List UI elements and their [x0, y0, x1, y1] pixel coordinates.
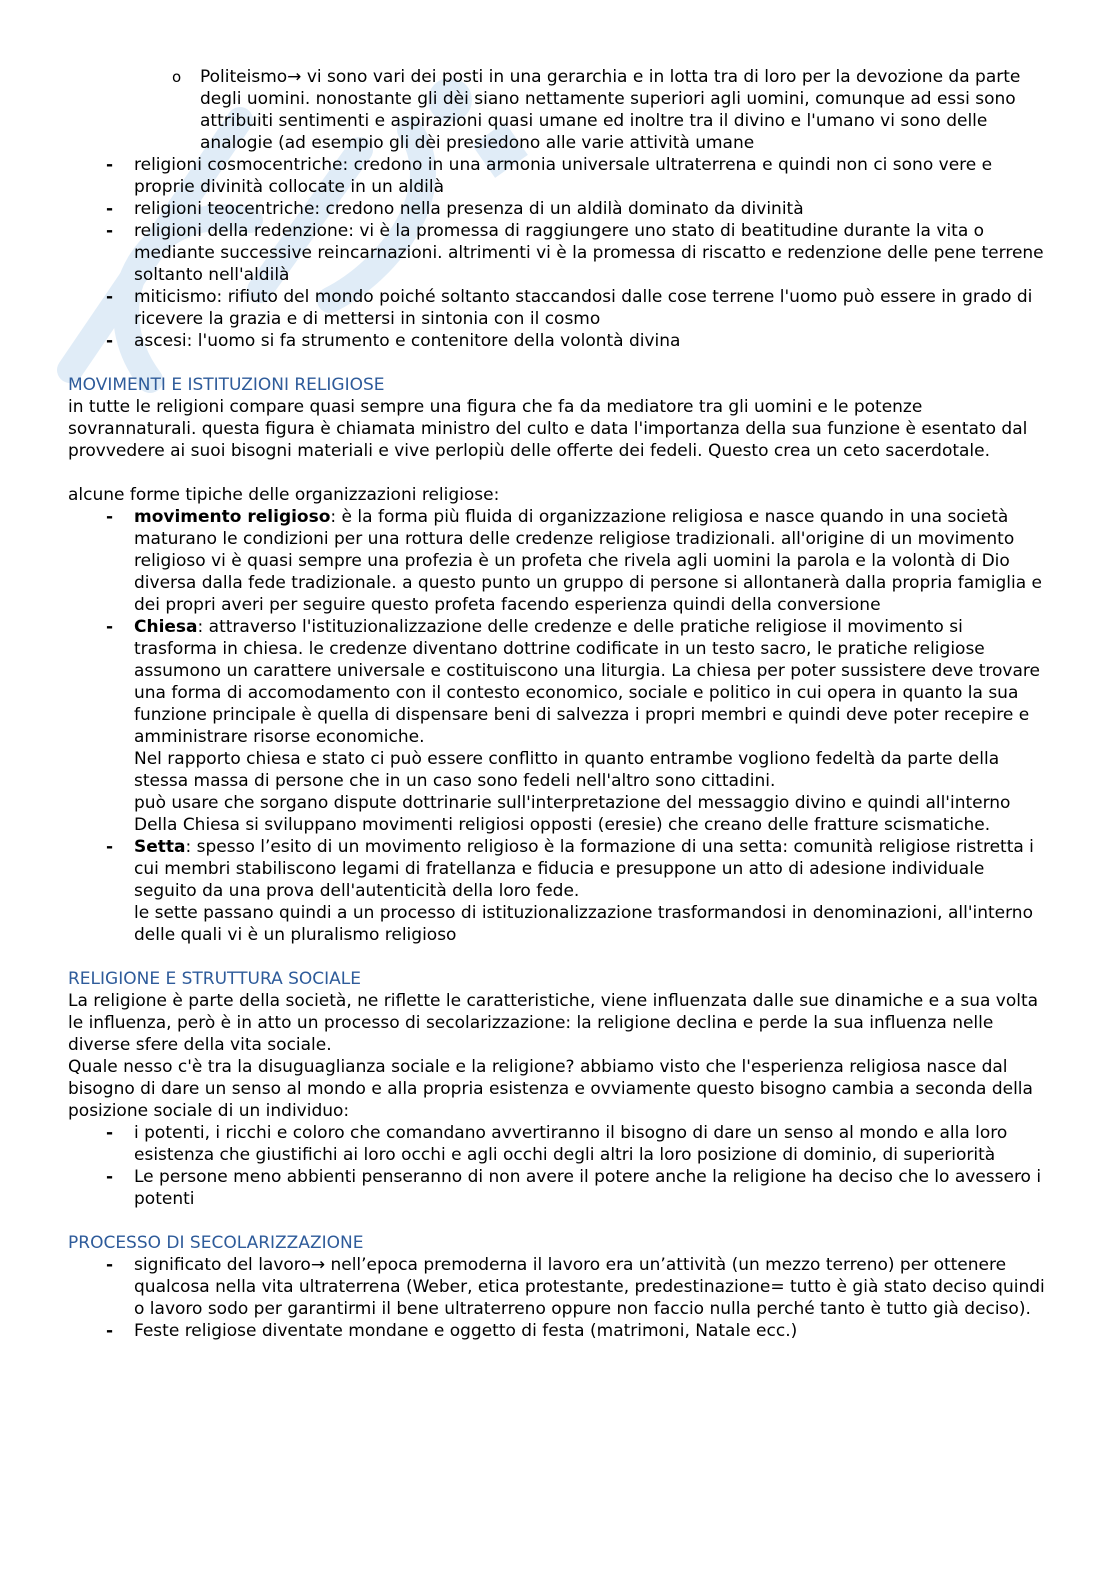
section-heading-movimenti: MOVIMENTI E ISTITUZIONI RELIGIOSE — [68, 375, 385, 395]
dash-bullet: - — [106, 617, 114, 637]
item-text: nell’epoca premoderna il lavoro era un’attività (un mezzo terreno) per ottenere qualcosa nella vita ultraterrena (Weber, etica protestante, predestinazione= tutto è già stato deciso quindi o lavoro sodo per garantirmi il bene ultraterreno oppure non faccio nulla perché tanto è tutto già deciso). — [134, 1255, 1045, 1319]
list-item — [68, 1166, 1048, 1210]
item-term: significato del lavoro — [134, 1255, 311, 1275]
item-term: Politeismo — [200, 67, 288, 87]
dash-bullet: - — [106, 155, 114, 175]
item-text: religioni cosmocentriche: credono in una armonia universale ultraterrena e quindi non ci sono vere e proprie divinità collocate in un aldilà — [134, 155, 993, 197]
item-term: movimento religioso — [134, 507, 331, 527]
item-term: Chiesa — [134, 617, 198, 637]
list-item — [68, 154, 1048, 198]
dash-bullet: - — [106, 1321, 114, 1341]
section-paragraph: in tutte le religioni compare quasi sempre una figura che fa da mediatore tra gli uomini e le potenze sovrannaturali. questa figura è chiamata ministro del culto e data l'importanza della sua funzione è esentato dal provvedere ai suoi bisogni materiali e vive perlopiù delle offerte dei fedeli. Questo crea un ceto sacerdotale. — [68, 397, 1028, 461]
section-paragraph: Quale nesso c'è tra la disuguaglianza sociale e la religione? abbiamo visto che l'esperienza religiosa nasce dal bisogno di dare un senso al mondo e alla propria esistenza e ovviamente questo bisogno cambia a seconda della posizione sociale di un individuo: — [68, 1057, 1033, 1121]
item-extra: può usare che sorgano dispute dottrinarie sull'interpretazione del messaggio divino e quindi all'interno Della Chiesa si sviluppano movimenti religiosi opposti (eresie) che creano delle fratture scismatiche. — [134, 793, 1011, 835]
item-extra: le sette passano quindi a un processo di istituzionalizzazione trasformandosi in denominazioni, all'interno delle quali vi è un pluralismo religioso — [134, 903, 1033, 945]
item-text: religioni teocentriche: credono nella presenza di un aldilà dominato da divinità — [134, 199, 804, 219]
arrow-right-icon: → — [287, 67, 302, 87]
dash-bullet: - — [106, 221, 114, 241]
item-text: miticismo: rifiuto del mondo poiché soltanto staccandosi dalle cose terrene l'uomo può essere in grado di ricevere la grazia e di mettersi in sintonia con il cosmo — [134, 287, 1033, 329]
list-intro: alcune forme tipiche delle organizzazioni religiose: — [68, 485, 500, 505]
circle-bullet: o — [172, 68, 182, 86]
item-text: : è la forma più fluida di organizzazione religiosa e nasce quando in una società maturano le condizioni per una rottura delle credenze religiose tradizionali. all'origine di un movimento religioso vi è quasi sempre una profezia è un profeta che rivela agli uomini la parola e la volontà di Dio diversa dalla fede tradizionale. a questo punto un gruppo di persone si allontanerà dalla propria famiglia e dei propri averi per seguire questo profeta facendo esperienza quindi della conversione — [134, 507, 1042, 615]
dash-bullet: - — [106, 287, 114, 307]
list-item-feste — [68, 1320, 1048, 1342]
list-item — [68, 330, 1048, 352]
document-page — [68, 66, 1048, 1342]
list-item-setta — [68, 836, 1048, 946]
list-item-chiesa — [68, 616, 1048, 836]
list-item — [68, 286, 1048, 330]
section-heading-secolarizzazione: PROCESSO DI SECOLARIZZAZIONE — [68, 1233, 364, 1253]
item-text: religioni della redenzione: vi è la promessa di raggiungere uno stato di beatitudine durante la vita o mediante successive reincarnazioni. altrimenti vi è la promessa di riscatto e redenzione delle pene terrene soltanto nell'aldilà — [134, 221, 1044, 285]
item-text: : spesso l’esito di un movimento religioso è la formazione di una setta: comunità religiose ristretta i cui membri stabiliscono legami di fratellanza e fiducia e presuppone un atto di adesione individuale seguito da una prova dell'autenticità della loro fede. — [134, 837, 1034, 901]
dash-bullet: - — [106, 1255, 114, 1275]
dash-bullet: - — [106, 837, 114, 857]
list-item — [68, 1122, 1048, 1166]
dash-bullet: - — [106, 199, 114, 219]
dash-bullet: - — [106, 331, 114, 351]
item-text: i potenti, i ricchi e coloro che comandano avvertiranno il bisogno di dare un senso al mondo e alla loro esistenza che giustifichi ai loro occhi e agli occhi degli altri la loro posizione di dominio, di superiorità — [134, 1123, 1008, 1165]
dash-bullet: - — [106, 1167, 114, 1187]
section-paragraph: La religione è parte della società, ne riflette le caratteristiche, viene influenzata dalle sue dinamiche e a sua volta le influenza, però è in atto un processo di secolarizzazione: la religione declina e perde la sua influenza nelle diverse sfere della vita sociale. — [68, 991, 1039, 1055]
list-item-lavoro — [68, 1254, 1048, 1320]
list-item-movimento — [68, 506, 1048, 616]
arrow-right-icon: → — [310, 1255, 326, 1275]
item-text: Le persone meno abbienti penseranno di non avere il potere anche la religione ha deciso che lo avessero i potenti — [134, 1167, 1042, 1209]
item-text: ascesi: l'uomo si fa strumento e contenitore della volontà divina — [134, 331, 681, 351]
item-text: : attraverso l'istituzionalizzazione delle credenze e delle pratiche religiose il movimento si trasforma in chiesa. le credenze diventano dottrine codificate in un testo sacro, le pratiche religiose assumono un carattere universale e costituiscono una liturgia. La chiesa per poter sussistere deve trovare una forma di accomodamento con il contesto economico, sociale e politico in cui opera in quanto la sua funzione principale è quella di dispensare beni di salvezza i propri membri e quindi deve poter recepire e amministrare risorse economiche. — [134, 617, 1040, 747]
item-text: vi sono vari dei posti in una gerarchia e in lotta tra di loro per la devozione da parte degli uomini. nonostante gli dèi siano nettamente superiori agli uomini, comunque ad essi sono attribuiti sentimenti e aspirazioni quasi umane ed inoltre tra il divino e l'umano vi sono delle analogie (ad esempio gli dèi presiedono alle varie attività umane — [200, 67, 1021, 153]
item-extra: Nel rapporto chiesa e stato ci può essere conflitto in quanto entrambe vogliono fedeltà da parte della stessa massa di persone che in un caso sono fedeli nell'altro sono cittadini. — [134, 749, 1000, 791]
list-item — [68, 198, 1048, 220]
item-text: Feste religiose diventate mondane e oggetto di festa (matrimoni, Natale ecc.) — [134, 1321, 798, 1341]
dash-bullet: - — [106, 507, 114, 527]
dash-bullet: - — [106, 1123, 114, 1143]
list-item — [68, 220, 1048, 286]
item-term: Setta — [134, 837, 186, 857]
section-heading-struttura: RELIGIONE E STRUTTURA SOCIALE — [68, 969, 362, 989]
list-item-politeismo — [68, 66, 1048, 154]
